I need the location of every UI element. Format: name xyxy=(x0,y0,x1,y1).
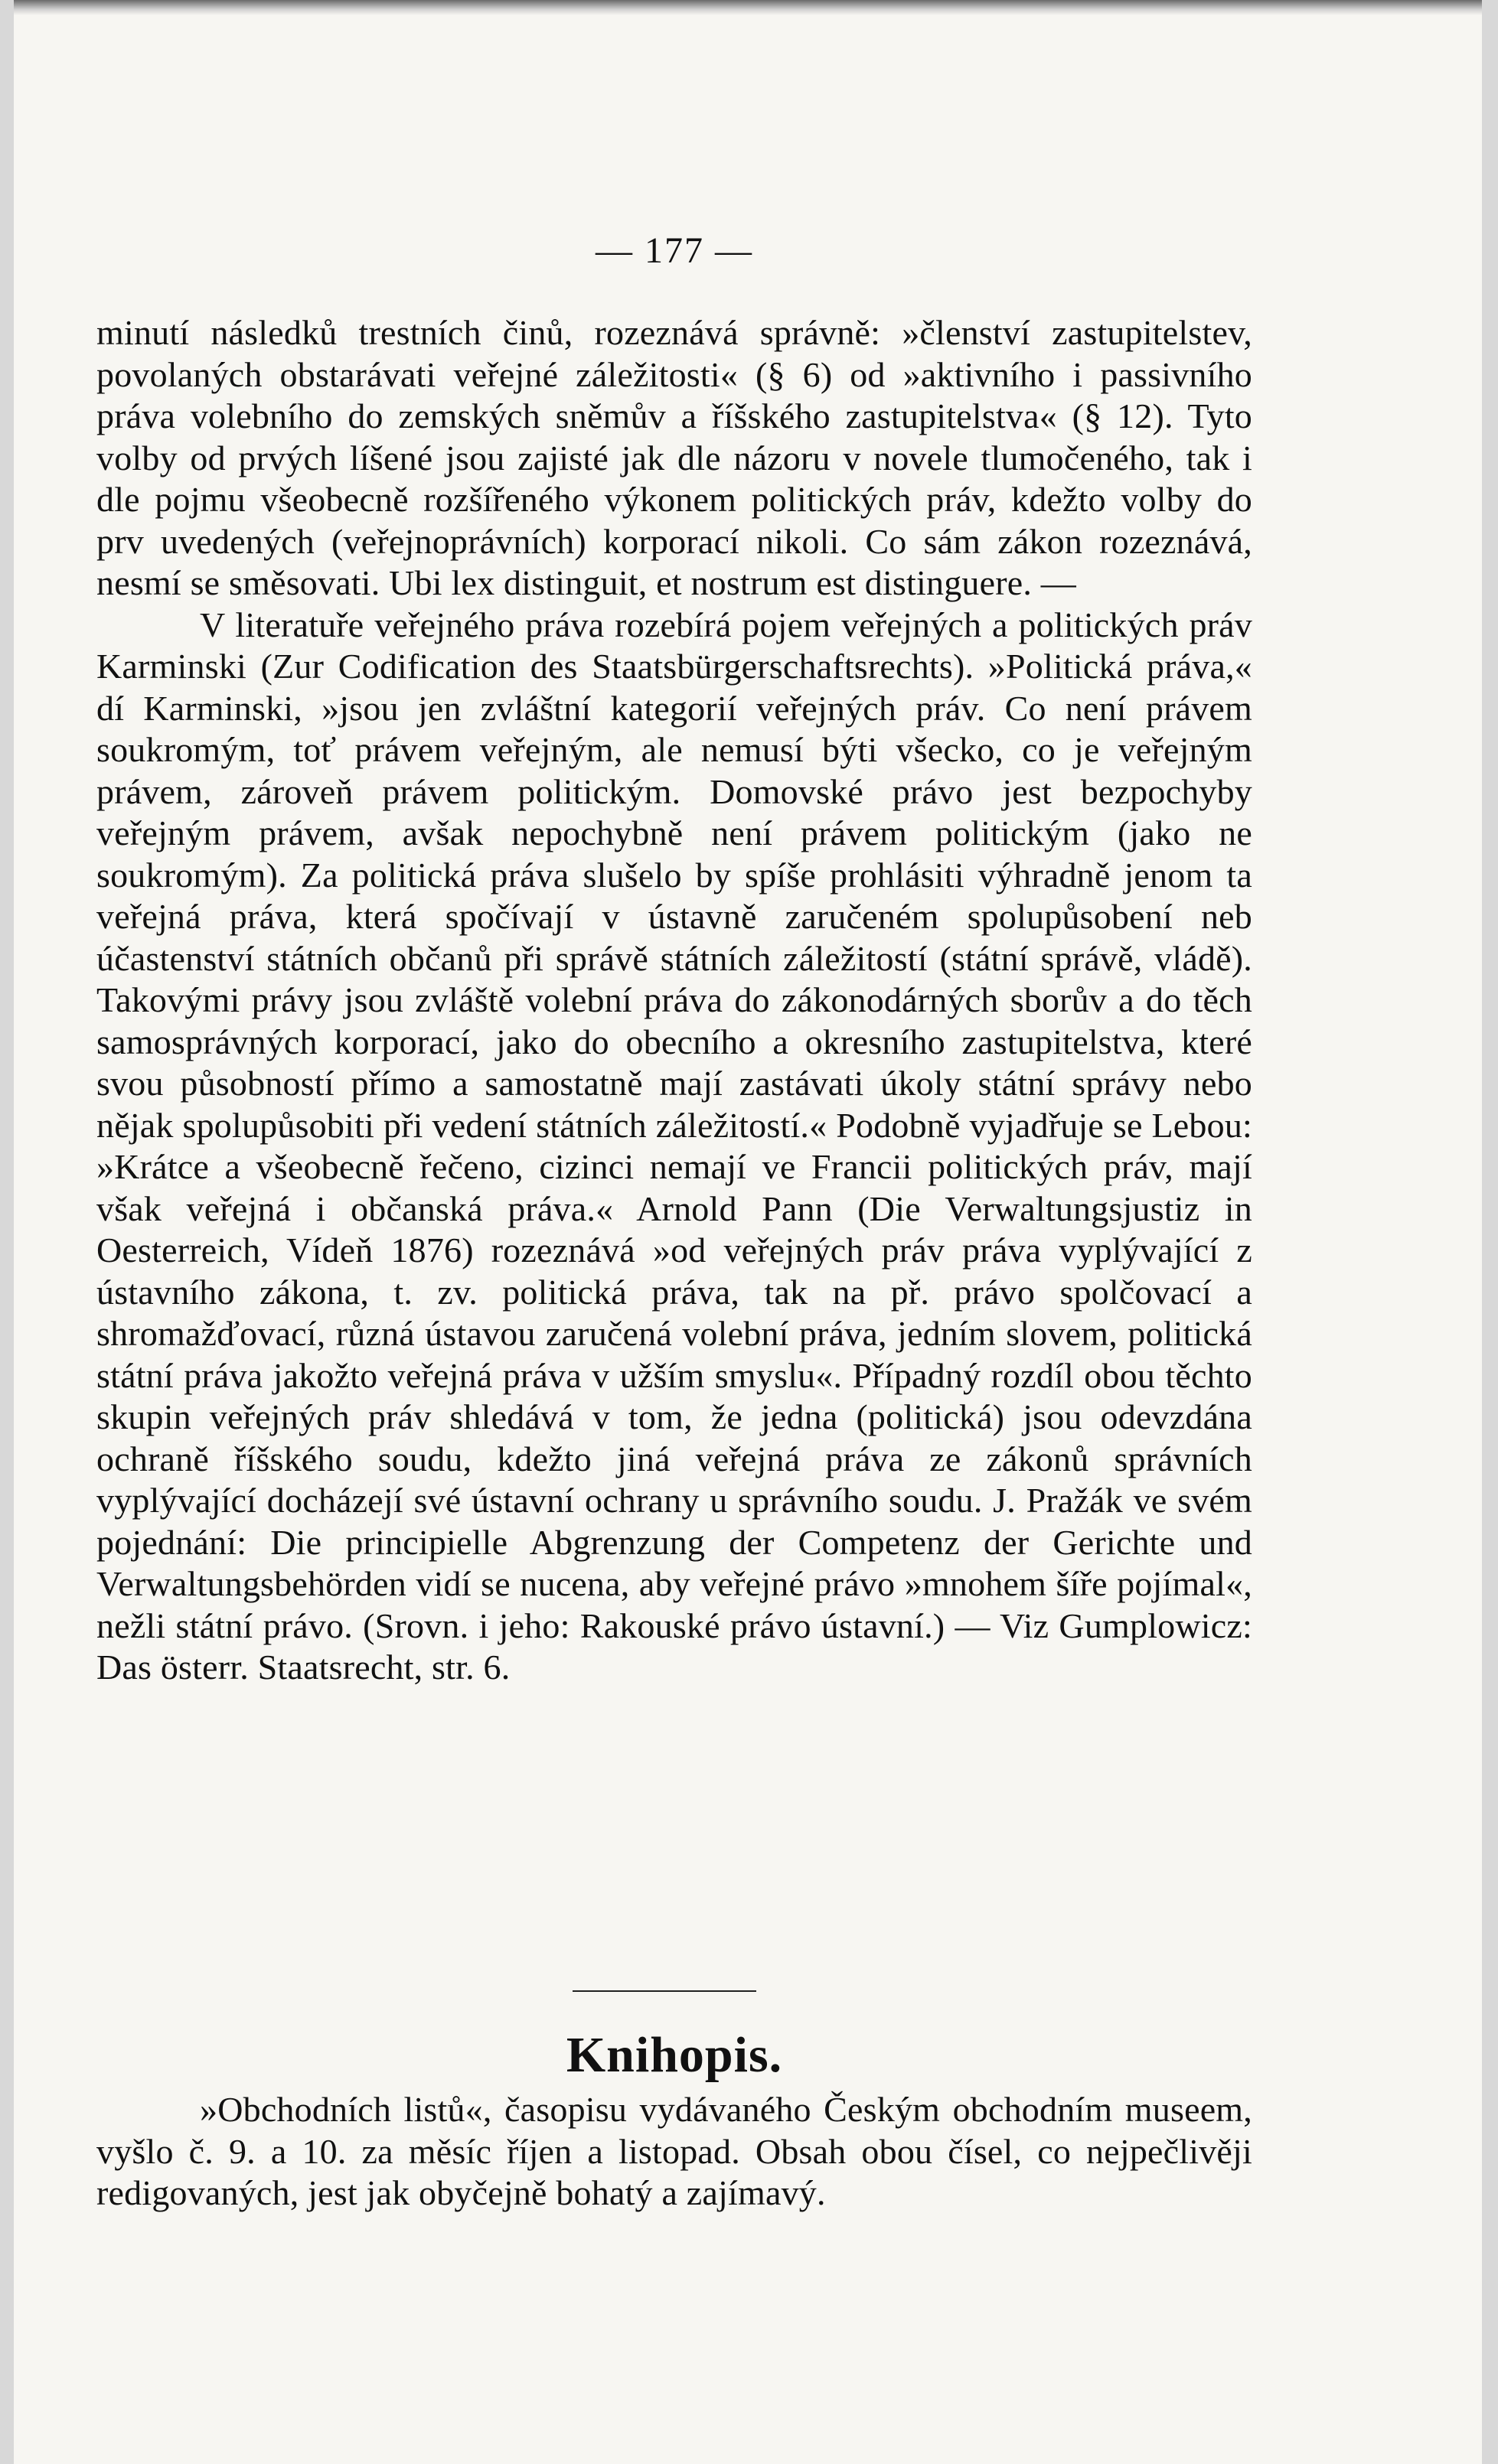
bibliography-text xyxy=(96,2089,1252,2215)
section-divider xyxy=(573,1990,756,1992)
section-heading: Knihopis. xyxy=(566,2027,783,2083)
main-text xyxy=(96,312,1252,1689)
paragraph-2: V literatuře veřejného práva rozebírá pojem veřejných a politických práv Karminski (Zur Codification des Staatsbürgerschaftsrechts). »Politická práva,« dí Karminski, »jsou jen zvláštní kategorií veřejných práv. Co není právem soukromým, toť právem veřejným, ale nemusí býti všecko, co je veřejným právem, zároveň právem politickým. Domovské právo jest bezpochyby veřejným právem, avšak nepochybně není právem politickým (jako ne soukromým). Za politická práva slušelo by spíše prohlásiti výhradně jenom ta veřejná práva, která spočívají v ústavně zaručeném spolupůsobení neb účastenství státních občanů při správě státních záležitostí (státní správě, vládě). Takovými právy jsou zvláště volební práva do zákonodárných sborův a do těch samosprávných korporací, jako do obecního a okresního zastupitelstva, které svou působností přímo a samostatně mají zastávati úkoly státní správy nebo nějak spolupůsobiti při vedení státních záležitostí.« Podobně vyjadřuje se Lebou: »Krátce a všeobecně řečeno, cizinci nemají ve Francii politických práv, mají však veřejná i občanská práva.« Arnold Pann (Die Verwaltungsjustiz in Oesterreich, Vídeň 1876) rozeznává »od veřejných práv práva vyplývající z ústavního zákona, t. zv. politická práva, tak na př. právo spolčovací a shromažďovací, různá ústavou zaručená volební práva, jedním slovem, politická státní práva jakožto veřejná práva v užším smyslu«. Případný rozdíl obou těchto skupin veřejných práv shledává v tom, že jedna (politická) jsou odevzdána ochraně říšského soudu, kdežto jiná veřejná práva ze zákonů správních vyplývající docházejí své ústavní ochrany u správního soudu. J. Pražák ve svém pojednání: Die principielle Abgrenzung der Competenz der Gerichte und Verwaltungsbehörden vidí se nucena, aby veřejné právo »mnohem šíře pojímal«, nežli státní právo. (Srovn. i jeho: Rakouské právo ústavní.) — Viz Gumplowicz: Das österr. Staatsrecht, str. 6. xyxy=(96,605,1252,1687)
book-page xyxy=(14,0,1482,2464)
page-top-edge xyxy=(14,0,1482,15)
bibliography-paragraph: »Obchodních listů«, časopisu vydávaného Českým obchodním museem, vyšlo č. 9. a 10. za měsíc říjen a listopad. Obsah obou čísel, co nejpečlivěji redigovaných, jest jak obyčejně bohatý a zajímavý. xyxy=(96,2090,1252,2212)
paragraph-1: minutí následků trestních činů, rozeznává správně: »členství zastupitelstev, povolaných obstarávati veřejné záležitosti« (§ 6) od »aktivního i passivního práva volebního do zemských sněmův a říšského zastupitelstva« (§ 12). Tyto volby od prvých líšené jsou zajisté jak dle názoru v novele tlumočeného, tak i dle pojmu všeobecně rozšířeného výkonem politických práv, kdežto volby do prv uvedených (veřejnoprávních) korporací nikoli. Co sám zákon rozeznává, nesmí se směsovati. Ubi lex distinguit, et nostrum est distinguere. — xyxy=(96,313,1252,602)
page-number: — 177 — xyxy=(596,230,753,271)
